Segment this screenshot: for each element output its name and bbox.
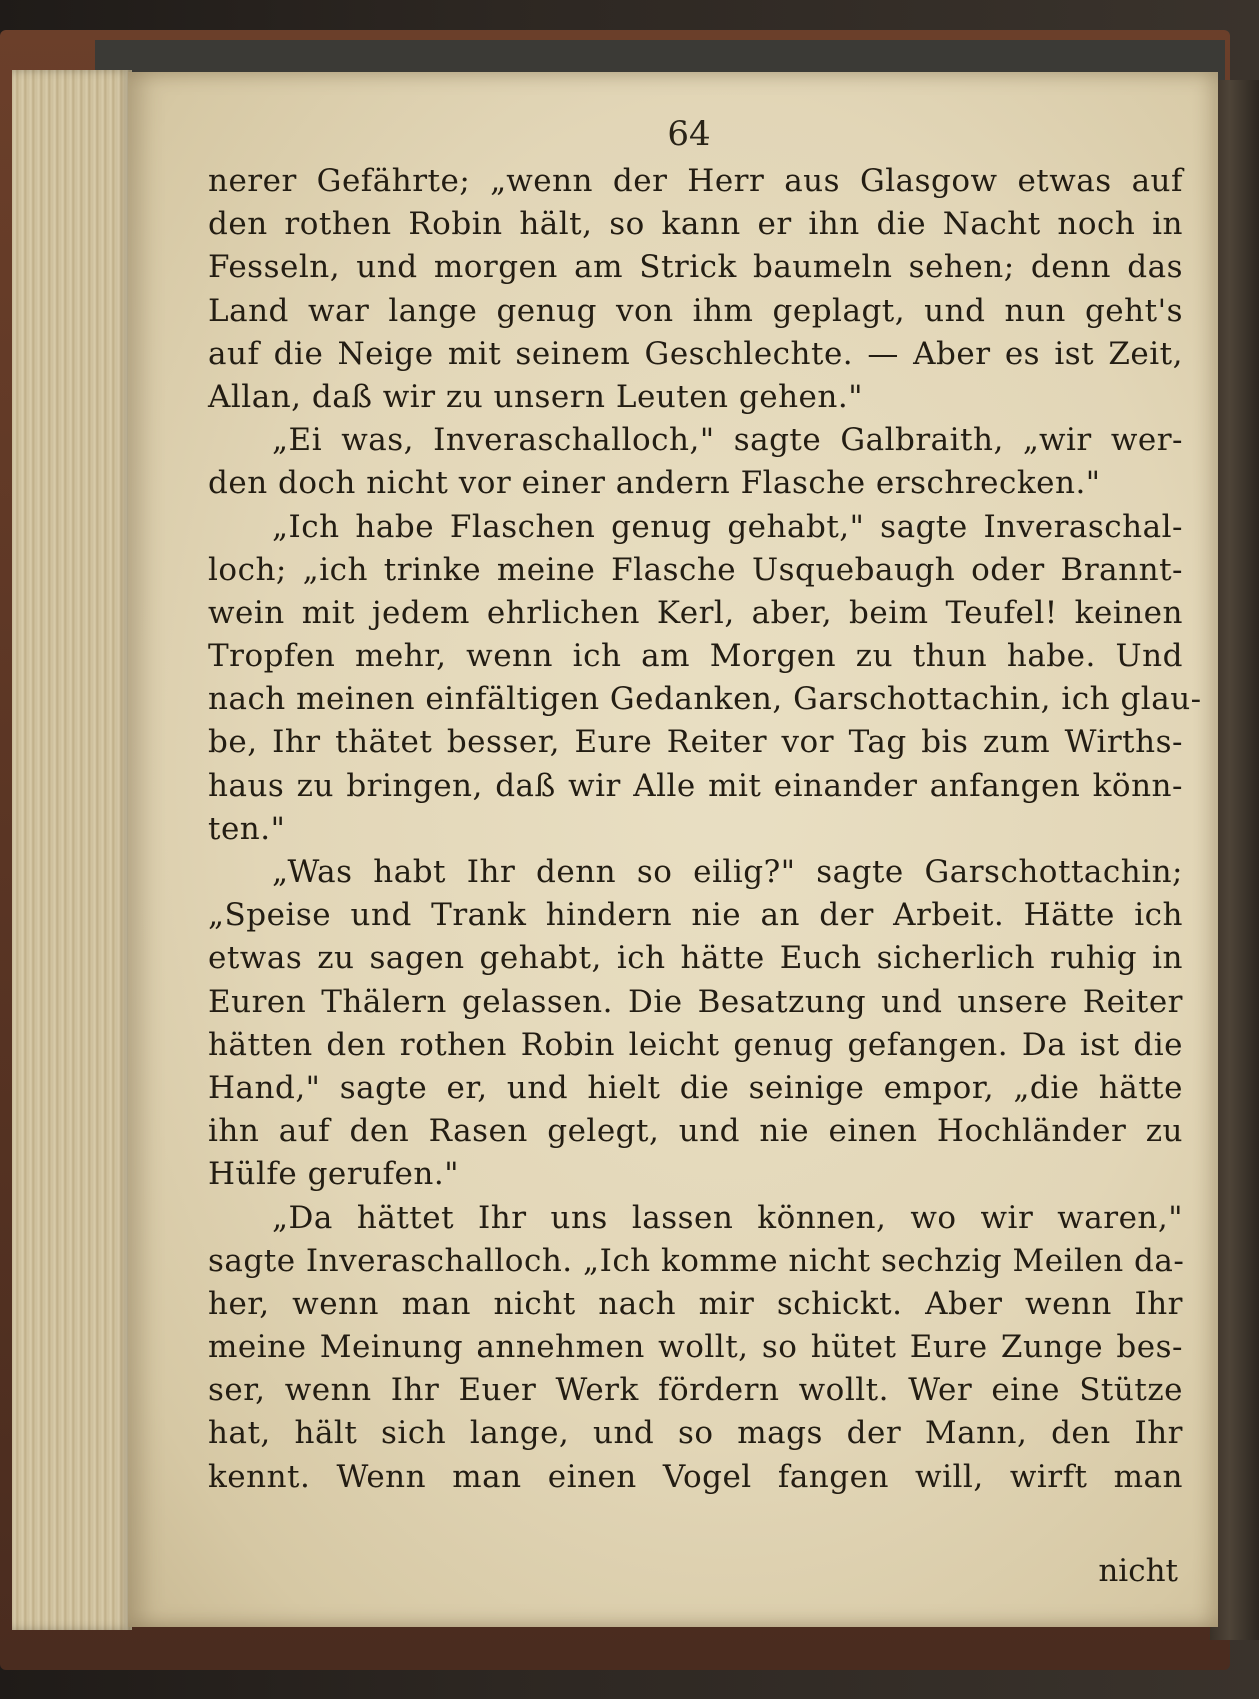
text-line: Hand," sagte er, und hielt die seinige empor, „die hätte: [208, 1069, 1183, 1106]
text-line: ten.": [208, 810, 286, 847]
text-line: ser, wenn Ihr Euer Werk fördern wollt. Wer eine Stütze: [208, 1372, 1183, 1409]
text-line: den doch nicht vor einer andern Flasche erschrecken.": [208, 465, 1101, 502]
left-page-edges: [12, 70, 132, 1630]
text-line: her, wenn man nicht nach mir schickt. Aber wenn Ihr: [208, 1285, 1183, 1322]
text-line: ihn auf den Rasen gelegt, und nie einen Hochländer zu: [208, 1113, 1183, 1150]
text-line: meine Meinung annehmen wollt, so hütet Eure Zunge bes-: [208, 1329, 1183, 1366]
text-line: kennt. Wenn man einen Vogel fangen will, wirft man: [208, 1458, 1183, 1495]
catchword: nicht: [1098, 1553, 1178, 1589]
text-line: Tropfen mehr, wenn ich am Morgen zu thun habe. Und: [208, 638, 1183, 675]
text-line: „Da hättet Ihr uns lassen können, wo wir waren,": [272, 1199, 1183, 1236]
text-line: „Was habt Ihr denn so eilig?" sagte Garschottachin;: [272, 854, 1183, 890]
text-line: Land war lange genug von ihm geplagt, und nun geht's: [208, 292, 1183, 329]
text-line: sagte Inveraschalloch. „Ich komme nicht sechzig Meilen da-: [208, 1242, 1185, 1279]
text-line: „Ich habe Flaschen genug gehabt," sagte Inveraschal-: [272, 508, 1183, 545]
text-line: „Speise und Trank hindern nie an der Arbeit. Hätte ich: [208, 897, 1183, 934]
text-line: hätten den rothen Robin leicht genug gefangen. Da ist die: [208, 1026, 1183, 1063]
text-line: nerer Gefährte; „wenn der Herr aus Glasgow etwas auf: [208, 163, 1183, 199]
text-line: nach meinen einfältigen Gedanken, Garschottachin, ich glau-: [208, 681, 1202, 718]
text-line: wein mit jedem ehrlichen Kerl, aber, beim Teufel! keinen: [208, 594, 1183, 631]
book-page: [128, 72, 1218, 1627]
text-line: Hülfe gerufen.": [208, 1156, 459, 1193]
text-line: Allan, daß wir zu unsern Leuten gehen.": [208, 378, 863, 415]
text-line: auf die Neige mit seinem Geschlechte. — Aber es ist Zeit,: [208, 335, 1183, 372]
text-line: den rothen Robin hält, so kann er ihn die Nacht noch in: [208, 206, 1183, 243]
text-line: „Ei was, Inveraschalloch," sagte Galbraith, „wir wer-: [272, 422, 1183, 459]
text-line: haus zu bringen, daß wir Alle mit einander anfangen könn-: [208, 767, 1183, 804]
text-line: Fesseln, und morgen am Strick baumeln sehen; denn das: [208, 249, 1183, 286]
text-line: Euren Thälern gelassen. Die Besatzung und unsere Reiter: [208, 983, 1183, 1020]
text-line: etwas zu sagen gehabt, ich hätte Euch sicherlich ruhig in: [208, 940, 1183, 977]
text-line: loch; „ich trinke meine Flasche Usquebaugh oder Brannt-: [208, 551, 1183, 588]
text-line: hat, hält sich lange, und so mags der Mann, den Ihr: [208, 1415, 1183, 1452]
body-text: [208, 160, 1202, 1499]
text-line: be, Ihr thätet besser, Eure Reiter vor Tag bis zum Wirths-: [208, 724, 1183, 761]
page-number: 64: [667, 114, 711, 154]
